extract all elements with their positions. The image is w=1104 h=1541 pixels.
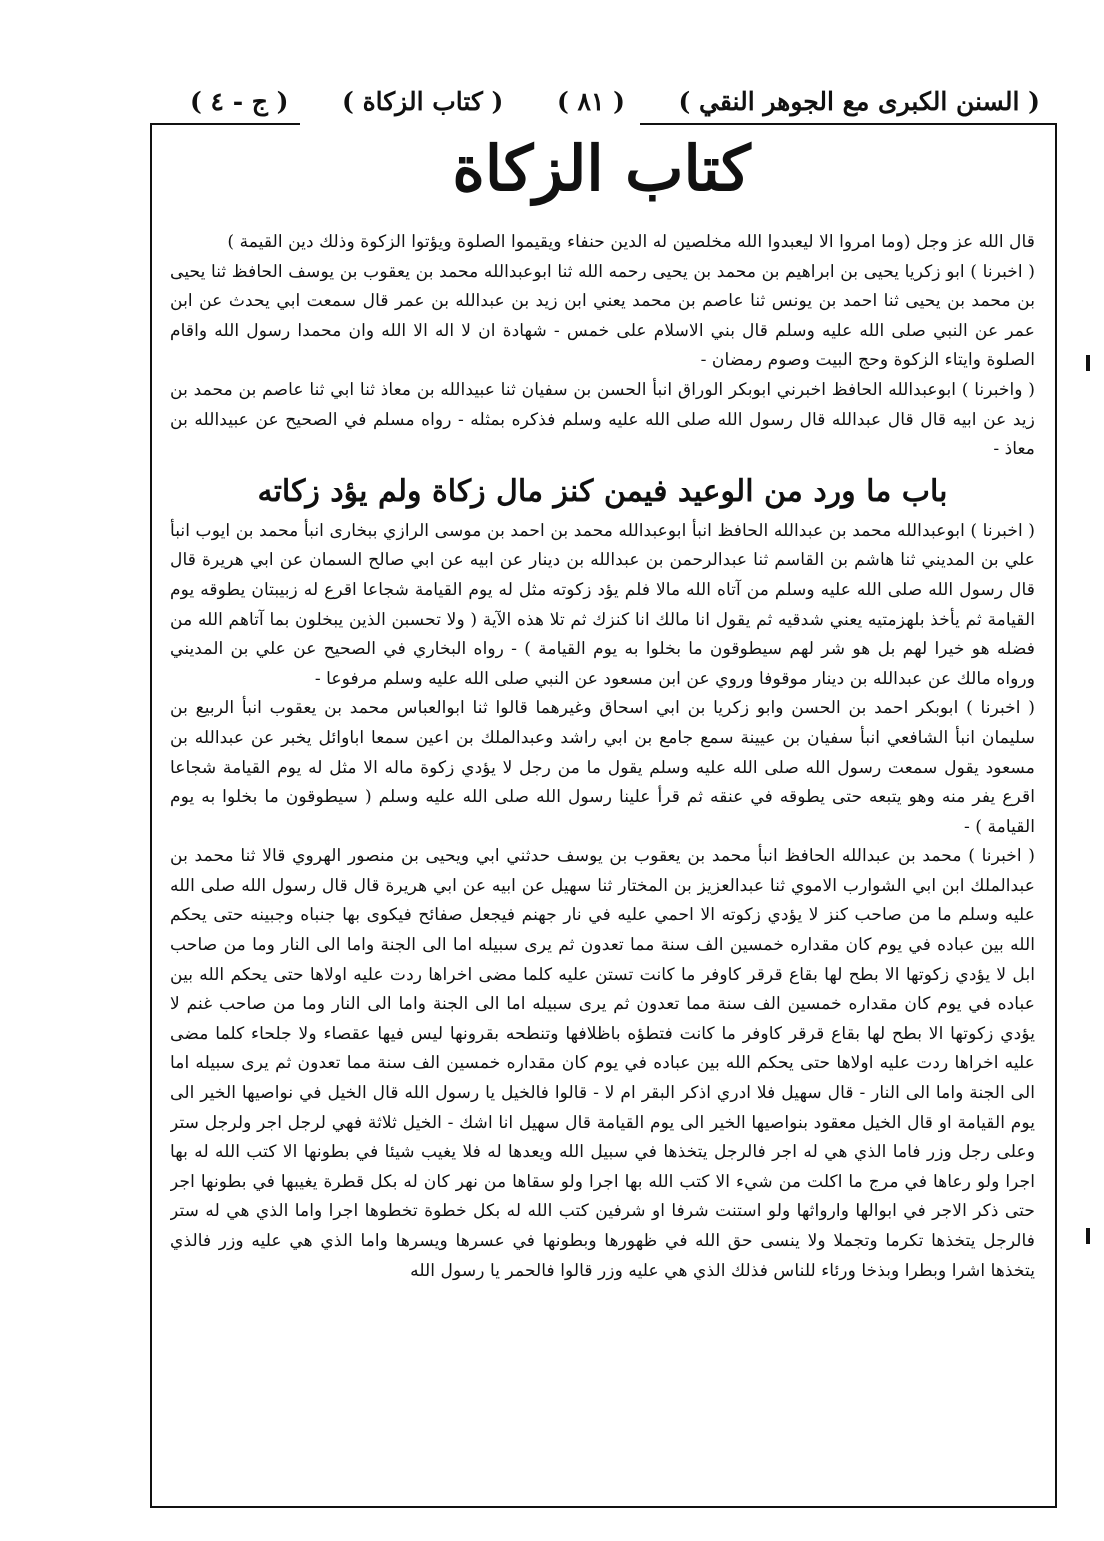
header-page-number: ( ٨١ )	[556, 86, 625, 116]
text-paragraph: قال الله عز وجل (وما امروا الا ليعبدوا الله مخلصين له الدين حنفاء ويقيموا الصلوة ويؤتوا الزكوة وذلك دين القيمة )	[227, 232, 1035, 252]
text-paragraph: ( اخبرنا ) ابوبكر احمد بن الحسن وابو زكريا بن ابي اسحاق وغيرهما قالوا ثنا ابوالعباس محمد بن يعقوب انبأ الربيع بن سليمان انبأ الشافعي انبأ سفيان بن عيينة سمع جامع بن ابي راشد وعبدالملك بن اعين سمعا اباوائل يخبر عن عبدالله بن مسعود يقول سمعت رسول الله صلى الله عليه وسلم يقول ما من رجل لا يؤدي زكوة ماله الا مثل له يوم القيامة شجاعا اقرع يفر منه وهو يتبعه حتى يطوقه في عنقه ثم قرأ علينا رسول الله صلى الله عليه وسلم ( سيطوقون ما بخلوا به يوم القيامة ) -	[170, 698, 1035, 837]
book-title: كتاب الزكاة	[452, 132, 751, 205]
text-paragraph: ( اخبرنا ) ابو زكريا يحيى بن ابراهيم بن محمد بن يحيى رحمه الله ثنا ابوعبدالله محمد بن يعقوب بن يوسف الحافظ ثنا يحيى بن محمد بن يحيى ثنا احمد بن يونس ثنا عاصم بن محمد يعني ابن زيد بن عبدالله بن عمر قال سمعت ابي يحدث عن ابن عمر عن النبي صلى الله عليه وسلم قال بني الاسلام على خمس - شهادة ان لا اله الا الله وان محمدا رسول الله واقام الصلوة وايتاء الزكوة وحج البيت وصوم رمضان -	[170, 261, 1035, 371]
frame-top-rule	[640, 123, 1055, 125]
text-paragraph: ( واخبرنا ) ابوعبدالله الحافظ اخبرني ابوبكر الوراق انبأ الحسن بن سفيان ثنا عبيدالله بن معاذ ثنا ابي ثنا عاصم بن محمد بن زيد عن ابيه قال قال عبدالله قال رسول الله صلى الله عليه وسلم فذكره بمثله - رواه مسلم في الصحيح عن عبيدالله بن معاذ -	[170, 379, 1035, 460]
text-paragraph: ( اخبرنا ) محمد بن عبدالله الحافظ انبأ محمد بن يعقوب بن يوسف حدثني ابي ويحيى بن منصور الهروي قالا ثنا محمد بن عبدالملك ابن ابي الشوارب الاموي ثنا عبدالعزيز بن المختار ثنا سهيل عن ابيه عن ابي هريرة قال قال رسول الله صلى الله عليه وسلم ما من صاحب كنز لا يؤدي زكوته الا احمي عليه في نار جهنم فيجعل صفائح فيكوى بها جنباه وجبينه حتى يحكم الله بين عباده في يوم كان مقداره خمسين الف سنة مما تعدون ثم يرى سبيله اما الى الجنة واما الى النار وما من صاحب ابل لا يؤدي زكوتها الا بطح لها بقاع قرقر كاوفر ما كانت تستن عليه كلما مضى اخراها ردت عليه اولاها حتى يحكم الله بين عباده في يوم كان مقداره خمسين الف سنة مما تعدون ثم يرى سبيله اما الى الجنة واما الى النار وما من صاحب غنم لا يؤدي زكوتها الا بطح لها بقاع قرقر كاوفر ما كانت فتطؤه باظلافها وتنطحه بقرونها ليس فيها عقصاء ولا جلحاء كلما مضى عليه اخراها ردت عليه اولاها حتى يحكم الله بين عباده في يوم كان مقداره خمسين الف سنة مما تعدون ثم يرى سبيله اما الى الجنة واما الى النار - قال سهيل فلا ادري اذكر البقر ام لا - قالوا فالخيل يا رسول الله قال الخيل في نواصيها الخير الى يوم القيامة او قال الخيل معقود بنواصيها الخير الى يوم القيامة قال سهيل انا اشك - الخيل ثلاثة فهي لرجل اجر ولرجل ستر وعلى رجل وزر فاما الذي هي له اجر فالرجل يتخذها في سبيل الله ويعدها له فلا يغيب شيئا في بطونها الا كتب الله له بها اجرا ولو رعاها في مرج ما اكلت من شيء الا كتب الله بها اجرا ولو سقاها من نهر كان له بكل قطرة يغيبها في بطونها اجر حتى ذكر الاجر في ابوالها وارواثها ولو استنت شرفا او شرفين كتب الله له بكل خطوة تخطوها اجرا واما الذي هي له ستر فالرجل يتخذها تكرما وتجملا ولا ينسى حق الله في ظهورها وبطونها في عسرها ويسرها واما الذي هي عليه وزر فالذي يتخذها اشرا وبطرا وبذخا ورئاء للناس فذلك الذي هي عليه وزر قالوا فالحمر يا رسول الله	[170, 846, 1035, 1281]
running-header	[190, 78, 1040, 124]
frame-top-rule	[150, 123, 300, 125]
header-volume: ( ج - ٤ )	[190, 86, 289, 116]
header-section: ( كتاب الزكاة )	[342, 86, 504, 116]
margin-mark	[1086, 1228, 1090, 1244]
main-text	[170, 228, 1035, 1498]
header-book-title: ( السنن الكبرى مع الجوهر النقي )	[678, 86, 1040, 116]
chapter-heading: باب ما ورد من الوعيد فيمن كنز مال زكاة ولم يؤد زكاته	[257, 473, 948, 509]
margin-mark	[1086, 355, 1090, 371]
text-paragraph: ( اخبرنا ) ابوعبدالله محمد بن عبدالله الحافظ انبأ ابوعبدالله محمد بن احمد بن موسى الرازي ببخارى انبأ محمد بن ايوب انبأ علي بن المديني ثنا هاشم بن القاسم ثنا عبدالرحمن بن عبدالله بن دينار عن ابيه عن ابي صالح السمان عن ابي هريرة قال قال رسول الله صلى الله عليه وسلم من آتاه الله مالا فلم يؤد زكوته مثل له يوم القيامة شجاعا اقرع له زبيبتان يطوقه يوم القيامة ثم يأخذ بلهزمتيه يعني شدقيه ثم يقول انا مالك انا كنزك ثم تلا هذه الآية ( ولا تحسبن الذين يبخلون بما آتاهم الله من فضله هو خيرا لهم بل هو شر لهم سيطوقون ما بخلوا به يوم القيامة ) - رواه البخاري في الصحيح عن علي بن المديني ورواه مالك عن عبدالله بن دينار موقوفا وروي عن ابن مسعود عن النبي صلى الله عليه وسلم مرفوعا -	[170, 520, 1035, 689]
